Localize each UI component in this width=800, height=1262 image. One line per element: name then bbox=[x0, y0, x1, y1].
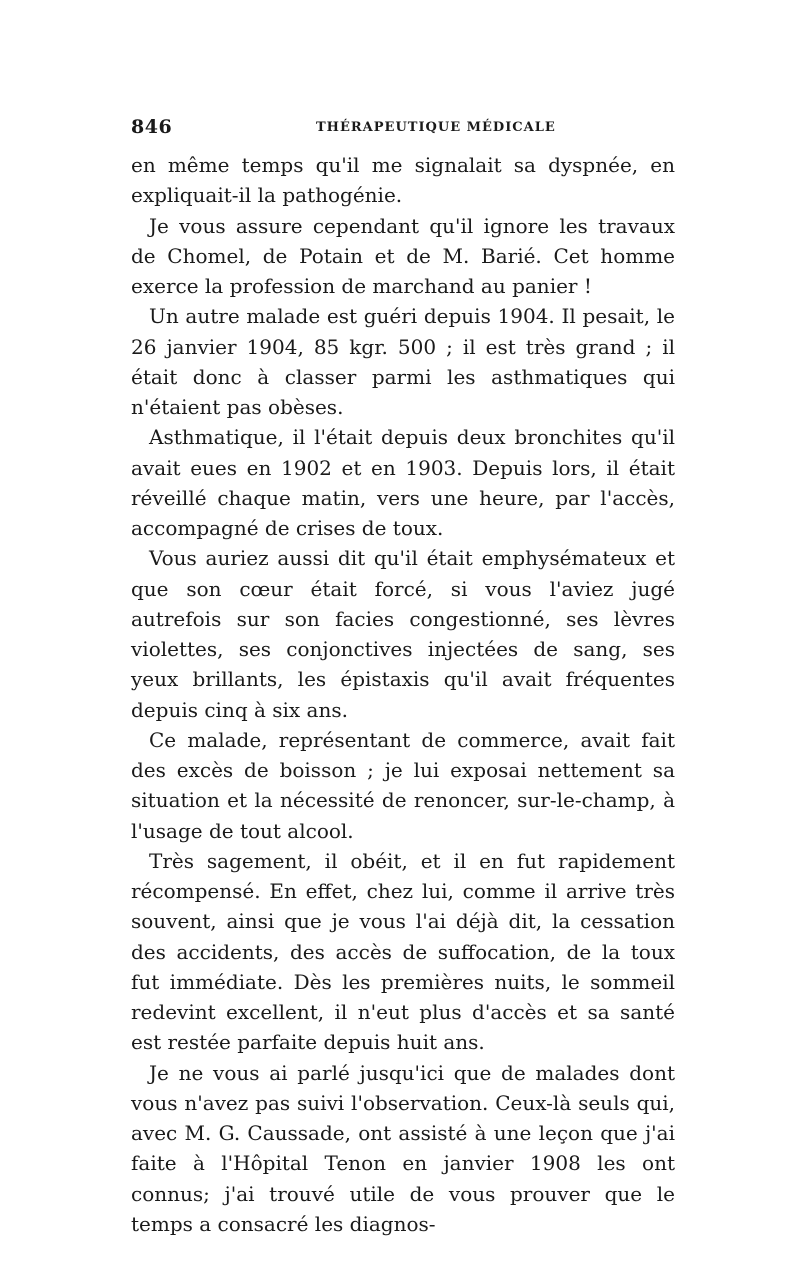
paragraph: Je ne vous ai parlé jusqu'ici que de malades dont vous n'avez pas suivi l'observation. Ceux-là seuls qui, avec M. G. Caussade, ont assisté à une leçon que j'ai faite à l'Hôpital Tenon en janvier 1908 les ont connus; j'ai trouvé utile de vous prouver que le temps a consacré les diagnos- bbox=[131, 1060, 675, 1236]
running-head bbox=[131, 116, 675, 142]
paragraph: Un autre malade est guéri depuis 1904. Il pesait, le 26 janvier 1904, 85 kgr. 500 ; il est très grand ; il était donc à classer parmi les asthmatiques qui n'étaient pas obèses. bbox=[131, 304, 675, 419]
running-title: THÉRAPEUTIQUE MÉDICALE bbox=[316, 120, 556, 135]
paragraph: Très sagement, il obéit, et il en fut rapidement récompensé. En effet, chez lui, comme il arrive très souvent, ainsi que je vous l'ai déjà dit, la cessation des accidents, des accès de suffocation, de la toux fut immédiate. Dès les premières nuits, le sommeil redevint excellent, il n'eut plus d'accès et sa santé est restée parfaite depuis huit ans. bbox=[131, 848, 675, 1055]
paragraph: en même temps qu'il me signalait sa dyspnée, en expliquait-il la pathogénie. bbox=[131, 153, 675, 208]
paragraph: Je vous assure cependant qu'il ignore les travaux de Chomel, de Potain et de M. Barié. Cet homme exerce la profession de marchand au panier ! bbox=[131, 213, 675, 298]
paragraph: Asthmatique, il l'était depuis deux bronchites qu'il avait eues en 1902 et en 1903. Depuis lors, il était réveillé chaque matin, vers une heure, par l'accès, accompagné de crises de toux. bbox=[131, 425, 675, 540]
paragraph: Vous auriez aussi dit qu'il était emphysémateux et que son cœur était forcé, si vous l'aviez jugé autrefois sur son facies congestionné, ses lèvres violettes, ses conjonctives injectées de sang, ses yeux brillants, les épistaxis qu'il avait fréquentes depuis cinq à six ans. bbox=[131, 546, 675, 722]
body-text bbox=[131, 150, 675, 1239]
paragraph: Ce malade, représentant de commerce, avait fait des excès de boisson ; je lui exposai nettement sa situation et la nécessité de renoncer, sur-le-champ, à l'usage de tout alcool. bbox=[131, 727, 675, 843]
page-number: 846 bbox=[131, 116, 173, 138]
